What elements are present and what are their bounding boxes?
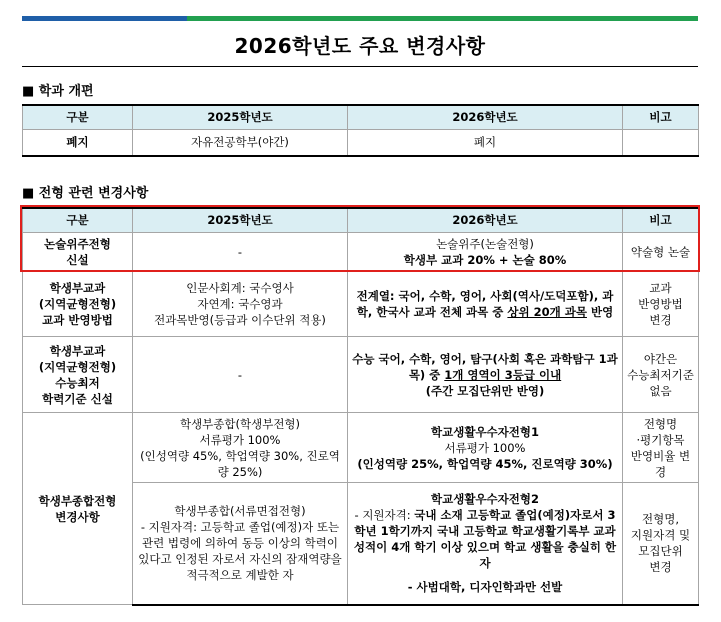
header-2026: 2026학년도 — [348, 208, 623, 233]
text-line: ·평기항목 — [636, 432, 685, 447]
table-header-row — [23, 105, 699, 130]
text-line: 변경사항 — [55, 509, 100, 524]
text-line: 전과목반영(등급과 이수단위 적용) — [154, 312, 326, 327]
cell-2025: - — [133, 233, 348, 271]
cell-note — [623, 130, 699, 156]
cell-2025 — [133, 413, 348, 483]
text-line: - 사범대학, 디자인학과만 선발 — [407, 580, 563, 595]
text-span: 국내 소재 고등학교 졸업(예정)자로서 3학년 1학기까지 국내 고등학교 학교생활기록부 교과 성적이 4개 학기 이상 있으며 학교 생활을 충실히 한 자 — [353, 508, 617, 571]
cell-2025 — [133, 271, 348, 337]
cell-category — [23, 413, 133, 605]
cell-note — [623, 271, 699, 337]
section-heading-dept: ■ 학과 개편 — [22, 84, 94, 99]
text-line: 신설 — [66, 252, 89, 267]
text-line: 변경 — [649, 560, 672, 575]
text-span: 전계열: 국어, 수학, 영어, 사회(역사/도덕포함), 과학, 한국사 교과 전체 과목 중 — [356, 288, 614, 319]
header-note: 비고 — [623, 208, 699, 233]
header-2025: 2025학년도 — [133, 105, 348, 130]
text-line: 학력기준 신설 — [42, 391, 113, 406]
cell-category — [23, 233, 133, 271]
cell-2026 — [348, 413, 623, 483]
text-line: 지원자격 및 — [630, 528, 691, 543]
table-row — [23, 271, 699, 337]
text-line: 학교생활우수자전형1 — [431, 424, 539, 439]
text-line: (지역균형전형) — [38, 296, 117, 311]
text-line: (인성역량 25%, 학업역량 45%, 진로역량 30%) — [357, 456, 613, 471]
table-row — [23, 413, 699, 483]
admission-changes-table — [22, 207, 699, 606]
text-line: 반영비율 변경 — [630, 448, 691, 479]
text-line: 인문사회계: 국수영사 — [186, 280, 294, 295]
text-line: 학생부교과 — [49, 343, 106, 358]
top-color-bar — [22, 16, 698, 21]
text-line: 전형명, — [642, 512, 679, 527]
text-block — [351, 507, 619, 571]
cell-category: 폐지 — [23, 130, 133, 156]
table-header-row — [23, 208, 699, 233]
cell-2025 — [133, 483, 348, 605]
text-line: 교과 반영방법 — [42, 312, 113, 327]
text-line — [351, 351, 619, 383]
text-line: 서류평가 100% — [199, 432, 281, 447]
dept-reorg-table — [22, 104, 699, 157]
header-2026: 2026학년도 — [348, 105, 623, 130]
cell-note — [623, 413, 699, 483]
header-2025: 2025학년도 — [133, 208, 348, 233]
cell-2026 — [348, 483, 623, 605]
cell-note — [623, 337, 699, 413]
header-category: 구분 — [23, 208, 133, 233]
text-span: - 지원자격: — [354, 508, 415, 523]
text-line: 모집단위 — [638, 544, 683, 559]
text-line: 학생부 교과 20% + 논술 80% — [403, 252, 567, 267]
cell-category — [23, 271, 133, 337]
text-line: 전형명 — [643, 416, 678, 431]
text-line: (인성역량 45%, 학업역량 30%, 진로역량 25%) — [140, 448, 340, 479]
header-note: 비고 — [623, 105, 699, 130]
text-line: 수능최저 — [55, 375, 100, 390]
underlined-text: 1개 영역이 3등급 이내 — [444, 367, 562, 382]
cell-2026 — [348, 337, 623, 413]
text-line: 서류평가 100% — [444, 440, 526, 455]
cell-2026: 폐지 — [348, 130, 623, 156]
cell-2026 — [348, 233, 623, 271]
text-line: 교과 — [649, 280, 672, 295]
text-line: (주간 모집단위만 반영) — [425, 383, 545, 398]
table-row — [23, 233, 699, 271]
cell-note: 약술형 논술 — [623, 233, 699, 271]
text-span: 반영 — [586, 304, 614, 319]
text-line: 없음 — [649, 383, 672, 398]
text-line: 논술위주전형 — [44, 236, 111, 251]
text-line: (지역균형전형) — [38, 359, 117, 374]
title-divider — [22, 66, 698, 67]
top-bar-blue — [22, 16, 187, 21]
text-line: 학생부교과 — [49, 280, 106, 295]
text-line: 학생부종합(학생부전형) — [179, 416, 301, 431]
underlined-text: 상위 20개 과목 — [507, 304, 587, 319]
text-line: 야간은 — [643, 351, 678, 366]
table-row — [23, 337, 699, 413]
text-span: 수능 국어, 수학, 영어, 탐구(사회 혹은 과학탐구 1과목) 중 — [352, 351, 618, 382]
text-line: 학생부종합(서류면접전형) — [174, 504, 306, 519]
section-heading-admission: ■ 전형 관련 변경사항 — [22, 186, 149, 201]
header-category: 구분 — [23, 105, 133, 130]
cell-2025: 자유전공학부(야간) — [133, 130, 348, 156]
text-line: 논술위주(논술전형) — [436, 236, 534, 251]
page-title: 2026학년도 주요 변경사항 — [234, 34, 486, 58]
cell-category — [23, 337, 133, 413]
text-line: 학교생활우수자전형2 — [431, 492, 539, 507]
text-line: 자연계: 국수영과 — [197, 296, 283, 311]
text-line: 변경 — [649, 312, 672, 327]
top-bar-green — [187, 16, 698, 21]
cell-2025: - — [133, 337, 348, 413]
text-line: 수능최저기준 — [627, 367, 694, 382]
text-block: - 지원자격: 고등학교 졸업(예정)자 또는 관련 법령에 의하여 동등 이상의 학력이 있다고 인정된 자로서 자신의 잠재역량을 적극적으로 계발한 자 — [138, 520, 342, 583]
table-row — [23, 130, 699, 156]
text-line: 반영방법 — [638, 296, 683, 311]
text-line: 학생부종합전형 — [38, 493, 117, 508]
cell-2026 — [348, 271, 623, 337]
cell-note — [623, 483, 699, 605]
